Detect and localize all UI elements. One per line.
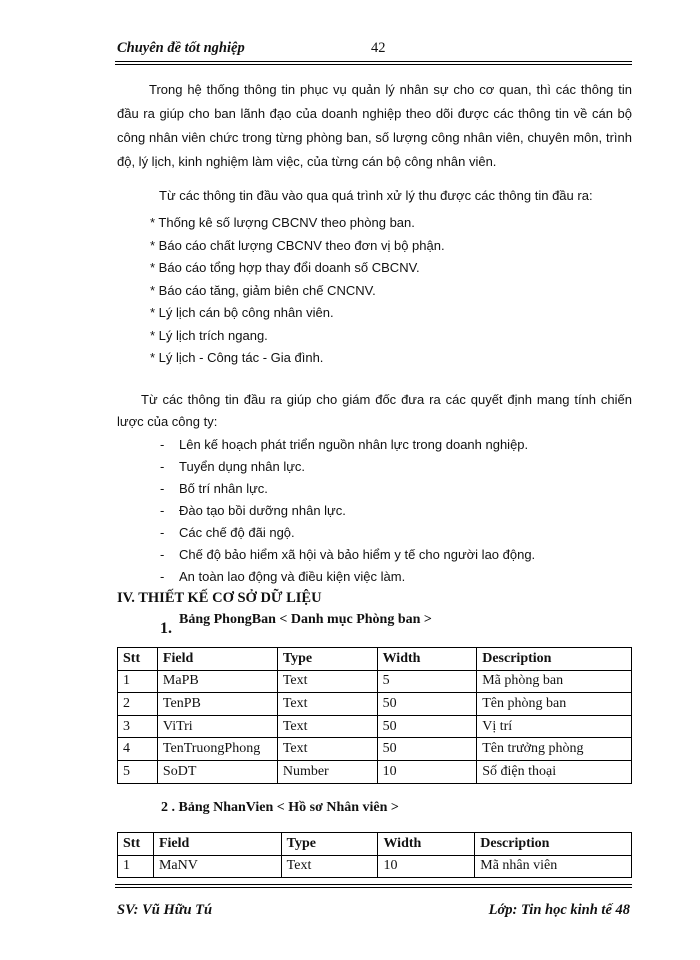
- table-cell: Mã nhân viên: [475, 855, 632, 878]
- column-header: Field: [153, 833, 281, 856]
- decisions-list: [160, 434, 535, 588]
- list-dash: -: [160, 525, 165, 540]
- list-item-text: Chế độ bảo hiểm xã hội và bảo hiểm y tế cho người lao động.: [179, 547, 536, 562]
- table-cell: Text: [277, 693, 377, 716]
- table-cell: Số điện thoại: [477, 760, 632, 783]
- table-cell: Tên phòng ban: [477, 693, 632, 716]
- table-cell: 5: [377, 670, 477, 693]
- table-cell: 2: [118, 693, 158, 716]
- footer-rule: [115, 884, 632, 888]
- table-cell: 10: [378, 855, 475, 878]
- decisions-intro: Từ các thông tin đầu ra giúp cho giám đốc đưa ra các quyết định mang tính chiến lược của công ty:: [117, 392, 632, 429]
- list-item: * Thống kê số lượng CBCNV theo phòng ban.: [150, 215, 415, 230]
- list-item: * Lý lịch trích ngang.: [150, 327, 268, 343]
- list-item: [160, 566, 535, 588]
- table-cell: Mã phòng ban: [477, 670, 632, 693]
- table-cell: SoDT: [157, 760, 277, 783]
- column-header: Type: [281, 833, 378, 856]
- table-cell: TenPB: [157, 693, 277, 716]
- list-item-text: Đào tạo bồi dưỡng nhân lực.: [179, 503, 346, 518]
- table-row: [118, 855, 632, 878]
- list-item: * Lý lịch cán bộ công nhân viên.: [150, 305, 334, 320]
- outputs-intro: Từ các thông tin đầu vào qua quá trình xử lý thu được các thông tin đầu ra:: [159, 188, 593, 203]
- table-cell: Text: [277, 670, 377, 693]
- list-item: [160, 456, 535, 478]
- header-title: Chuyên đề tốt nghiệp: [117, 40, 245, 56]
- table-row: [118, 760, 632, 783]
- table-row: [118, 693, 632, 716]
- list-dash: -: [160, 547, 165, 562]
- table-cell: ViTri: [157, 715, 277, 738]
- table-cell: Text: [281, 855, 378, 878]
- column-header: Field: [157, 648, 277, 671]
- section-heading: IV. THIẾT KẾ CƠ SỞ DỮ LIỆU: [117, 590, 322, 606]
- table-cell: 1: [118, 670, 158, 693]
- header-rule: [115, 61, 632, 65]
- table-row: [118, 738, 632, 761]
- column-header: Width: [377, 648, 477, 671]
- list-item: [160, 434, 535, 456]
- table-cell: 3: [118, 715, 158, 738]
- column-header: Width: [378, 833, 475, 856]
- list-item-text: Các chế độ đãi ngộ.: [179, 525, 295, 540]
- list-item: * Báo cáo tăng, giảm biên chế CNCNV.: [150, 282, 376, 298]
- column-header: Type: [277, 648, 377, 671]
- list-dash: -: [160, 437, 165, 452]
- list-item: * Báo cáo chất lượng CBCNV theo đơn vị bộ phận.: [150, 237, 445, 253]
- table-cell: MaPB: [157, 670, 277, 693]
- table-cell: MaNV: [153, 855, 281, 878]
- list-dash: -: [160, 459, 165, 474]
- table-cell: Text: [277, 738, 377, 761]
- list-item: [160, 522, 535, 544]
- list-item: * Báo cáo tổng hợp thay đổi doanh số CBCNV.: [150, 260, 420, 275]
- table-row: [118, 715, 632, 738]
- table-cell: Tên trưởng phòng: [477, 738, 632, 761]
- list-item: [160, 478, 535, 500]
- column-header: Description: [475, 833, 632, 856]
- list-item: [160, 500, 535, 522]
- column-header: Stt: [118, 648, 158, 671]
- table-cell: 5: [118, 760, 158, 783]
- list-item: * Lý lịch - Công tác - Gia đình.: [150, 350, 324, 365]
- table-cell: 50: [377, 738, 477, 761]
- nhanvien-table: [117, 832, 632, 878]
- intro-paragraph: Trong hệ thống thông tin phục vụ quản lý nhân sự cho cơ quan, thì các thông tin đầu ra giúp cho ban lãnh đạo của doanh nghiệp theo dõi được các thông tin về cán bộ công nhân viên chức trong từng phòng ban, số lượng công nhân viên, chuyên môn, trình độ, lý lịch, kinh nghiệm làm việc, của từng cán bộ công nhân viên.: [117, 82, 632, 169]
- page-number: 42: [371, 40, 386, 56]
- column-header: Stt: [118, 833, 154, 856]
- table-cell: 4: [118, 738, 158, 761]
- table-cell: Text: [277, 715, 377, 738]
- footer-class: Lớp: Tin học kinh tế 48: [488, 902, 630, 918]
- outputs-list: [150, 212, 445, 370]
- column-header: Description: [477, 648, 632, 671]
- subsection-title: 2 . Bảng NhanVien < Hồ sơ Nhân viên >: [161, 800, 399, 815]
- list-item-text: Bố trí nhân lực.: [179, 481, 268, 496]
- list-dash: -: [160, 503, 165, 518]
- table-cell: 50: [377, 715, 477, 738]
- table-cell: Vị trí: [477, 715, 632, 738]
- list-dash: -: [160, 481, 165, 496]
- list-item-text: Tuyển dụng nhân lực.: [179, 459, 306, 474]
- list-item: [160, 544, 535, 566]
- footer-student: SV: Vũ Hữu Tú: [117, 902, 213, 918]
- table-row: [118, 670, 632, 693]
- subsection-number: 1.: [160, 620, 172, 637]
- list-item-text: An toàn lao động và điều kiện việc làm.: [179, 569, 406, 584]
- subsection-title: Bảng PhongBan < Danh mục Phòng ban >: [179, 612, 432, 627]
- table-cell: 10: [377, 760, 477, 783]
- table-cell: TenTruongPhong: [157, 738, 277, 761]
- list-dash: -: [160, 569, 165, 584]
- table-cell: Number: [277, 760, 377, 783]
- table-cell: 1: [118, 855, 154, 878]
- table-cell: 50: [377, 693, 477, 716]
- table-header-row: [118, 648, 632, 671]
- list-item-text: Lên kế hoạch phát triển nguồn nhân lực trong doanh nghiệp.: [179, 437, 529, 452]
- phongban-table: [117, 647, 632, 784]
- table-header-row: [118, 833, 632, 856]
